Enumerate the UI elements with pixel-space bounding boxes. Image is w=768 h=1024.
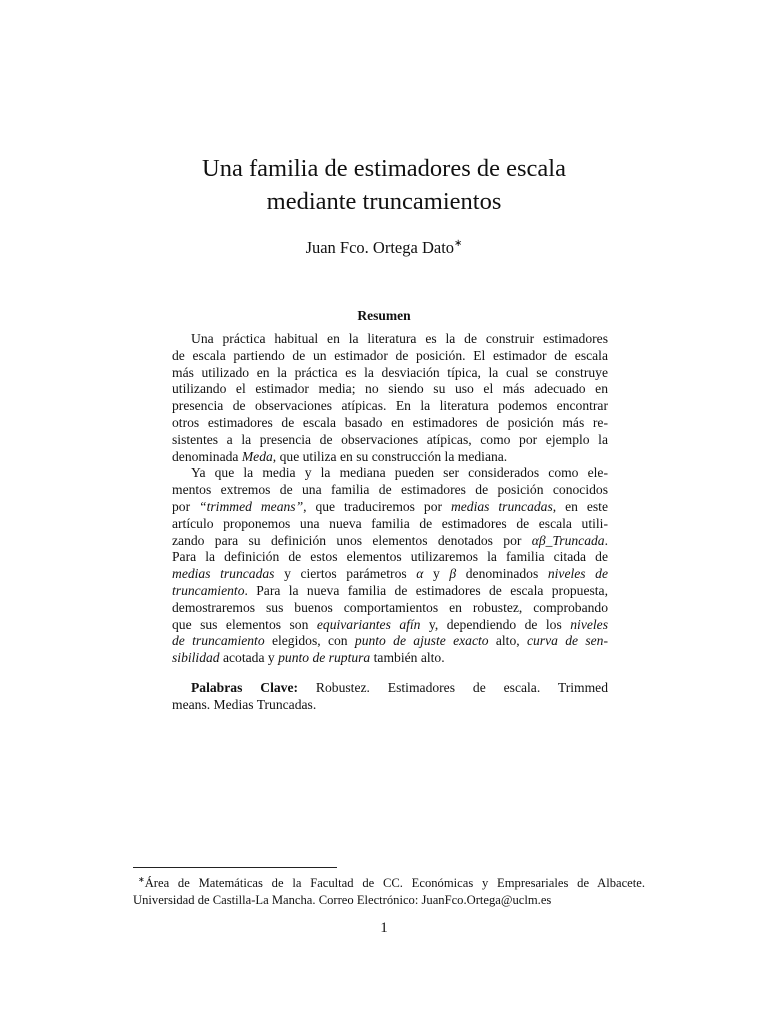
abstract-line: más utilizado en la práctica es la desviación típica, la cual se construye [172, 364, 608, 380]
abstract-line: demostraremos sus buenos comportamientos en robustez, comprobando [172, 599, 608, 615]
page-number: 1 [380, 920, 388, 936]
abstract-line: artículo proponemos una nueva familia de estimadores de escala utili- [172, 515, 608, 531]
abstract-line: Para la definición de estos elementos utilizaremos la familia citada de [172, 549, 608, 565]
abstract-line: Una práctica habitual en la literatura es la de construir estimadores [191, 331, 608, 346]
keywords-label: Palabras Clave: [191, 680, 299, 695]
author-name [0, 234, 768, 258]
term-meda: Meda [241, 448, 273, 464]
abstract-line: de escala partiendo de un estimador de posición. El estimador de escala [172, 347, 608, 363]
abstract-line: denominada Meda, que utiliza en su construcción la mediana. [172, 448, 508, 464]
abstract-line: por “trimmed means”, que traduciremos por medias truncadas, en este [172, 498, 608, 514]
footnote-rule [133, 867, 337, 868]
title-line: mediante truncamientos [266, 188, 502, 215]
abstract-line: Ya que la media y la mediana pueden ser considerados como ele- [191, 465, 608, 481]
abstract-line: de truncamiento elegidos, con punto de ajuste exacto alto, curva de sen- [172, 633, 608, 649]
footnote-line: ∗Área de Matemáticas de la Facultad de CC. Económicas y Empresariales de Albacete. [138, 875, 645, 890]
keywords-line: Palabras Clave: Robustez. Estimadores de escala. Trimmed [191, 680, 608, 695]
abstract-line: sistentes a la presencia de observaciones atípicas, como por ejemplo la [172, 431, 608, 447]
abstract-line: truncamiento. Para la nueva familia de estimadores de escala propuesta, [172, 582, 608, 598]
author-text: Juan Fco. Ortega Dato [305, 238, 455, 257]
abstract-line: que sus elementos son equivariantes afín y, dependiendo de los niveles [172, 616, 608, 632]
author-footnote [133, 872, 645, 908]
keywords-line: means. Medias Truncadas. [172, 696, 317, 712]
abstract-heading: Resumen [357, 308, 411, 323]
abstract-line: otros estimadores de escala basado en estimadores de posición más re- [172, 414, 608, 430]
abstract-line: zando para su definición unos elementos denotados por αβ_Truncada. [172, 532, 608, 548]
abstract-line: mentos extremos de una familia de estimadores de posición conocidos [172, 482, 608, 498]
title-line: Una familia de estimadores de escala [202, 155, 566, 182]
abstract-line: medias truncadas y ciertos parámetros α y β denominados niveles de [172, 566, 609, 582]
author-footnote-mark: ∗ [454, 238, 463, 249]
footnote-mark: ∗ [138, 875, 145, 884]
footnote-line: Universidad de Castilla-La Mancha. Correo Electrónico: JuanFco.Ortega@uclm.es [133, 892, 552, 907]
paper-title [0, 152, 768, 218]
abstract-line: presencia de observaciones atípicas. En la literatura podemos encontrar [172, 398, 608, 414]
abstract-body [172, 331, 608, 667]
abstract-line: utilizando el estimador media; no siendo su uso el más adecuado en [172, 381, 608, 397]
keywords [172, 680, 608, 714]
abstract-line: sibilidad acotada y punto de ruptura también alto. [172, 650, 445, 666]
